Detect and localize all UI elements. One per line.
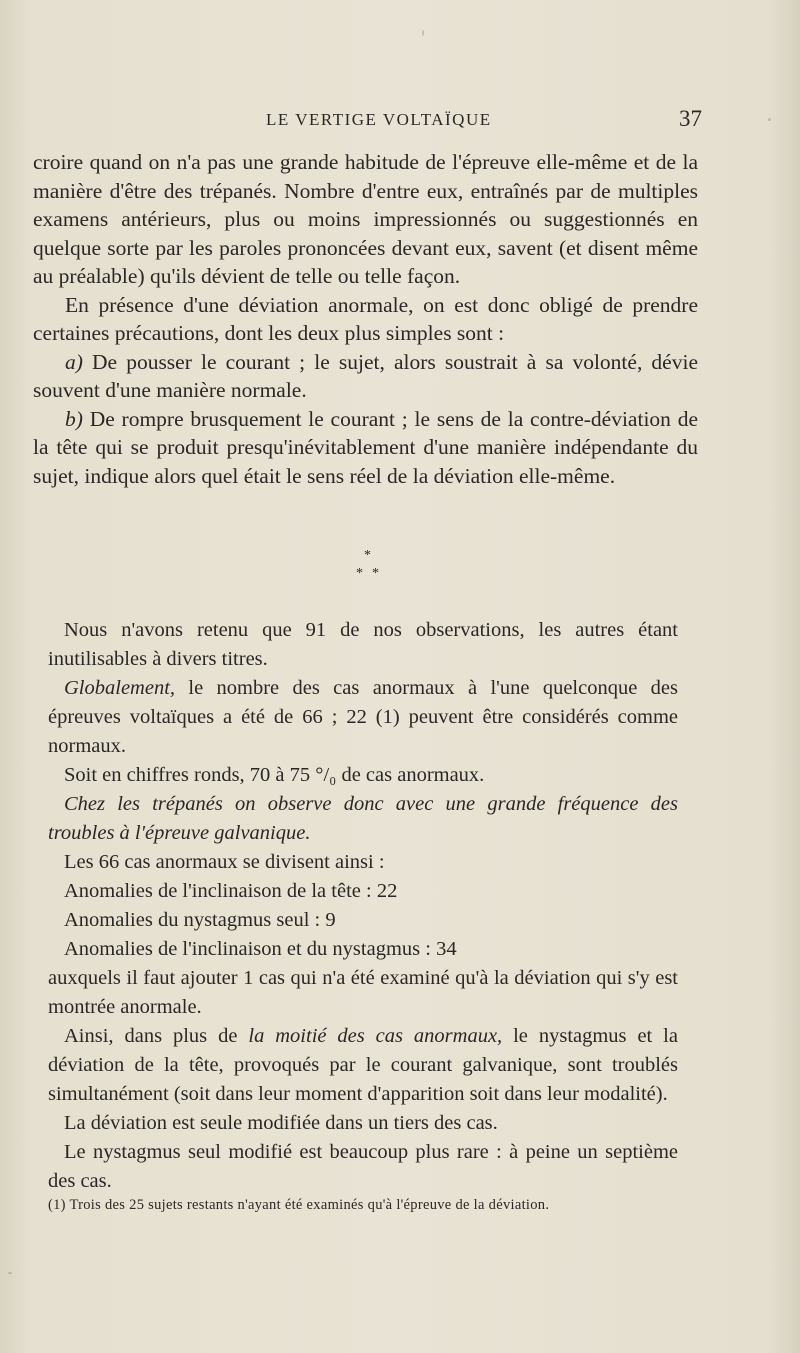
text-half-rest: le nystagmus et la déviation de la tête, provoqués par le courant galvanique, sont troublés simultanément (soit dans leur moment d'apparition soit dans leur modalité). — [48, 1025, 678, 1105]
list-anomalies-head: Anomalies de l'inclinaison de la tête : 22 — [64, 880, 398, 902]
upper-text-block — [33, 148, 698, 490]
paragraph-additional-case: auxquels il faut ajouter 1 cas qui n'a été examiné qu'à la déviation qui s'y est montrée anormale. — [48, 967, 678, 1018]
paragraph-globalement — [48, 674, 678, 761]
asterism-star-right: * — [372, 566, 379, 581]
footnote-mark: (1) — [48, 1197, 66, 1213]
footnote-text: Trois des 25 sujets restants n'ayant été examinés qu'à l'épreuve de la déviation. — [65, 1197, 550, 1213]
paragraph-conclusion-italic: Chez les trépanés on observe donc avec une grande fréquence des troubles à l'épreuve galvanique. — [48, 793, 678, 844]
list-item-a — [33, 348, 698, 405]
list-anomalies-nystagmus: Anomalies du nystagmus seul : 9 — [64, 909, 336, 931]
text-half-start: Ainsi, dans plus de — [64, 1025, 249, 1047]
paper-speck — [768, 118, 771, 121]
running-title: LE VERTIGE VOLTAÏQUE — [266, 110, 492, 129]
emphasis-globalement: Globalement, — [64, 677, 176, 699]
paragraph-half-cases — [48, 1022, 678, 1109]
list-label-a: a) — [65, 349, 83, 374]
list-anomalies-both: Anomalies de l'inclinaison et du nystagmus : 34 — [64, 938, 457, 960]
paper-speck — [422, 30, 424, 36]
asterism-star-left: * — [356, 566, 363, 581]
list-text-a: De pousser le courant ; le sujet, alors soustrait à sa volonté, dévie souvent d'une manière normale. — [33, 349, 698, 402]
list-item-b — [33, 405, 698, 491]
paragraph-third: La déviation est seule modifiée dans un tiers des cas. — [64, 1112, 498, 1134]
footnote-text-line — [36, 1196, 676, 1215]
lower-text-block — [48, 616, 678, 1196]
footnote — [36, 1196, 676, 1215]
running-head — [60, 106, 702, 134]
asterism-star-top: * — [364, 548, 371, 563]
paragraph-observations: Nous n'avons retenu que 91 de nos observations, les autres étant inutilisables à divers titres. — [48, 619, 678, 670]
list-text-b: De rompre brusquement le courant ; le sens de la contre-déviation de la tête qui se produit presqu'inévitablement d'une manière indépendante du sujet, indique alors quel était le sens réel de la déviation elle-même. — [33, 406, 698, 488]
paragraph-continuation: croire quand on n'a pas une grande habitude de l'épreuve elle-même et de la manière d'être des trépanés. Nombre d'entre eux, entraînés par de multiples examens antérieurs, plus ou moins impressionnés ou suggestionnés en quelque sorte par les paroles prononcées devant eux, savent (et disent même au préalable) qu'ils dévient de telle ou telle façon. — [33, 150, 698, 288]
emphasis-half: la moitié des cas anormaux, — [248, 1025, 503, 1047]
text-globalement: le nombre des cas anormaux à l'une quelconque des épreuves voltaïques a été de 66 ; 22 (1) peuvent être considérés comme normaux. — [48, 677, 678, 757]
paper-speck — [8, 1272, 12, 1274]
paragraph-division: Les 66 cas anormaux se divisent ainsi : — [64, 851, 385, 873]
paragraph-seventh: Le nystagmus seul modifié est beaucoup plus rare : à peine un septième des cas. — [48, 1141, 678, 1192]
page-number: 37 — [679, 106, 702, 131]
paragraph-percentage: Soit en chiffres ronds, 70 à 75 °/₀ de cas anormaux. — [64, 764, 485, 786]
asterism — [340, 548, 400, 588]
list-label-b: b) — [65, 406, 83, 431]
paragraph-precautions: En présence d'une déviation anormale, on est donc obligé de prendre certaines précautions, dont les deux plus simples sont : — [33, 292, 698, 345]
